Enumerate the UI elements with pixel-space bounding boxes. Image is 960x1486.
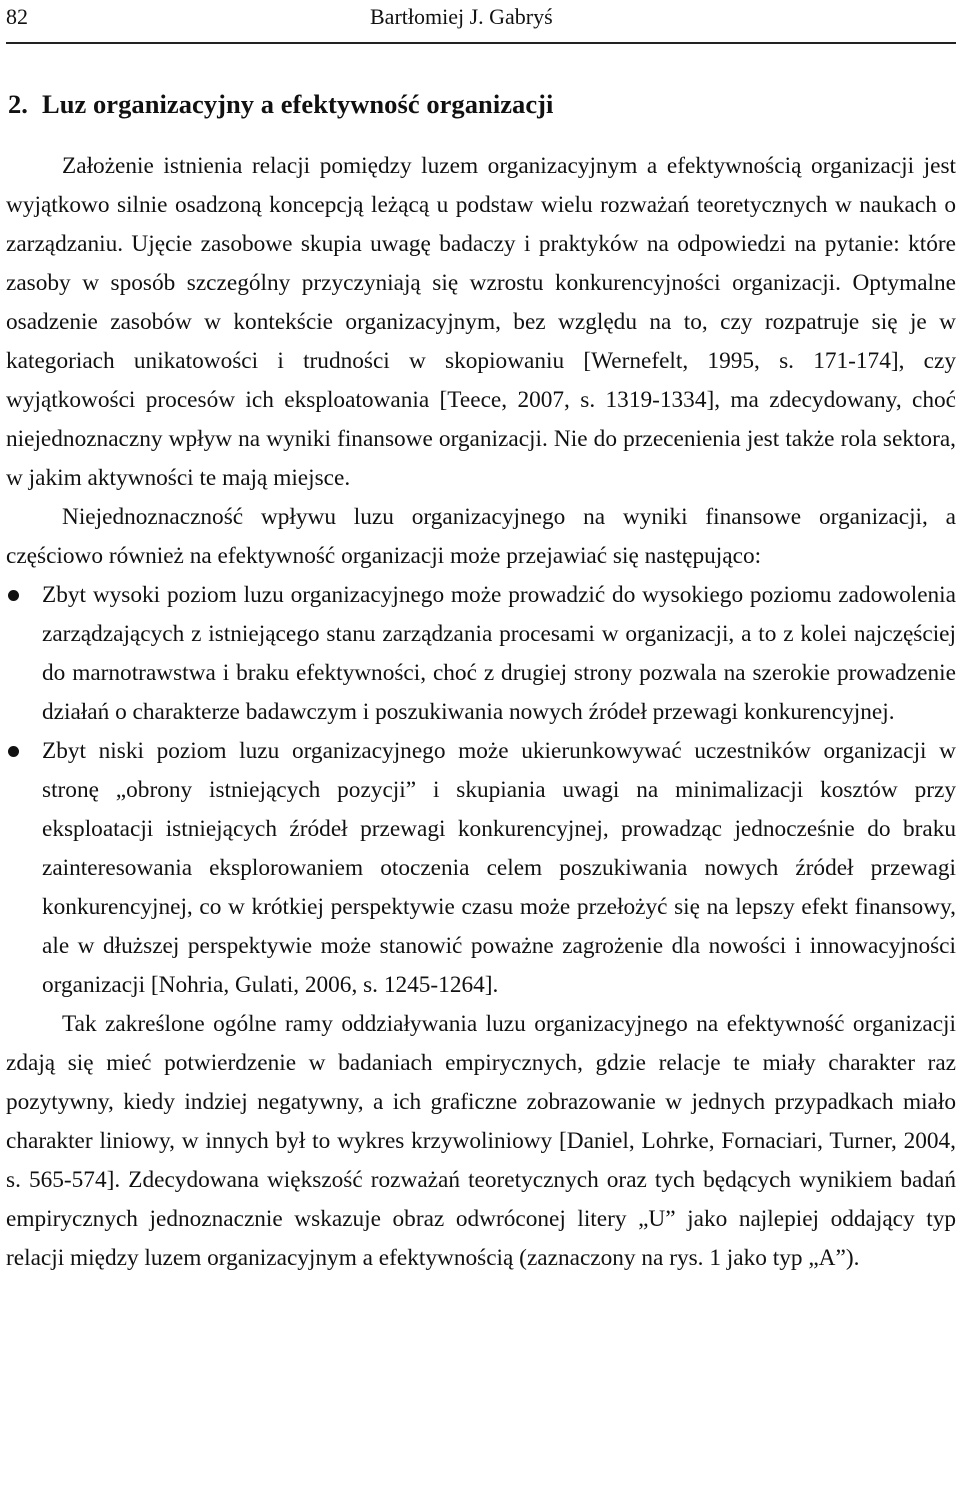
list-item [6, 732, 956, 1005]
paragraph-empirical-evidence: Tak zakreślone ogólne ramy oddziaływania luzu organizacyjnego na efektywność organizacji zdają się mieć potwierdzenie w badaniach empirycznych, gdzie relacje te miały charakter raz pozytywny, kiedy indziej negatywny, a ich graficzne zobrazowanie w jednych przypadkach miało charakter liniowy, w innych był to wykres krzywoliniowy [Daniel, Lohrke, Fornaciari, Turner, 2004, s. 565-574]. Zdecydowana większość rozważań teoretycznych oraz tych będących wynikiem badań empirycznych jednoznacznie wskazuje obraz odwróconej litery „U” jako najlepiej oddający typ relacji między luzem organizacyjnym a efektywnością (zaznaczony na rys. 1 jako typ „A”). [6, 1011, 956, 1271]
bullet-dot-icon [8, 746, 19, 757]
paragraph-resource-view: Założenie istnienia relacji pomiędzy luzem organizacyjnym a efektywnością organizacji jest wyjątkowo silnie osadzoną koncepcją leżącą u podstaw wielu rozważań teoretycznych w naukach o zarządzaniu. Ujęcie zasobowe skupia uwagę badaczy i praktyków na odpowiedzi na pytanie: które zasoby w sposób szczególny przyczyniają się wzrostu konkurencyjności organizacji. Optymalne osadzenie zasobów w kontekście organizacyjnym, bez względu na to, czy rozpatruje się je w kategoriach unikatowości i trudności w skopiowaniu [Wernefelt, 1995, s. 171-174], czy wyjątkowości procesów ich eksploatowania [Teece, 2007, s. 1319-1334], ma zdecydowany, choć niejednoznaczny wpływ na wyniki finansowe organizacji. Nie do przecenienia jest także rola sektora, w jakim aktywności te mają miejsce. [6, 153, 956, 491]
page-number: 82 [6, 4, 28, 29]
bullet-dot-icon [8, 590, 19, 601]
body-text [6, 147, 956, 1278]
paragraph-ambiguity-intro: Niejednoznaczność wpływu luzu organizacyjnego na wyniki finansowe organizacji, a częściowo również na efektywność organizacji może przejawiać się następująco: [6, 504, 956, 569]
running-header [6, 0, 956, 44]
list-item [6, 576, 956, 732]
list-item-text: Zbyt wysoki poziom luzu organizacyjnego może prowadzić do wysokiego poziomu zadowolenia zarządzających z istniejącego stanu zarządzania procesami w organizacji, a to z kolei najczęściej do marnotrawstwa i braku efektywności, choć z drugiej strony pozwala na szerokie prowadzenie działań o charakterze badawczym i poszukiwania nowych źródeł przewagi konkurencyjnej. [42, 582, 956, 725]
section-number: 2. [8, 89, 28, 119]
list-item-text: Zbyt niski poziom luzu organizacyjnego może ukierunkowywać uczestników organizacji w stronę „obrony istniejących pozycji” i skupiania uwagi na minimalizacji kosztów przy eksploatacji istniejących źródeł przewagi konkurencyjnej, prowadząc jednocześnie do braku zainteresowania eksplorowaniem otoczenia celem poszukiwania nowych źródeł przewagi konkurencyjnej, co w krótkiej perspektywie czasu może przełożyć się na lepszy efekt finansowy, ale w dłuższej perspektywie może stanowić poważne zagrożenie dla nowości i innowacyjności organizacji [Nohria, Gulati, 2006, s. 1245-1264]. [42, 738, 956, 998]
document-page [6, 0, 956, 1278]
section-heading [8, 88, 956, 120]
running-title: Bartłomiej J. Gabryś [370, 4, 553, 29]
section-title: Luz organizacyjny a efektywność organizacji [41, 89, 554, 119]
bullet-list [6, 576, 956, 1005]
